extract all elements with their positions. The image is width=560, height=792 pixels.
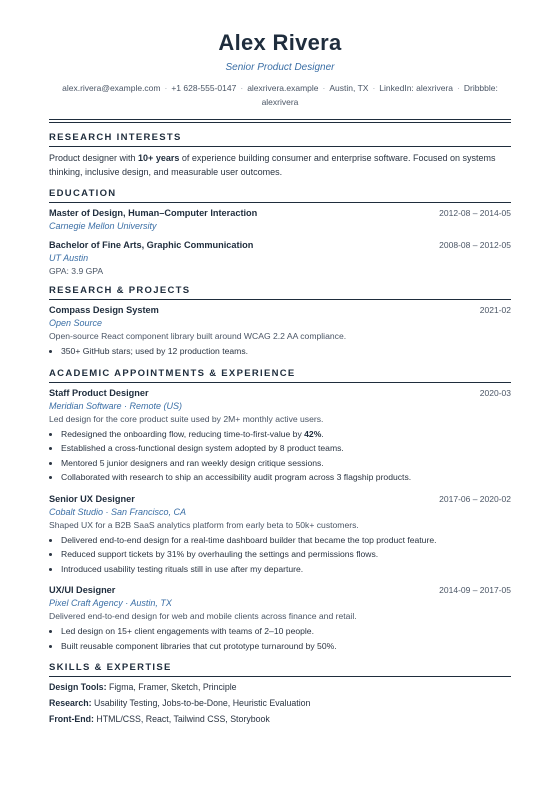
entry-header [49, 208, 511, 218]
degree-title: Master of Design, Human–Computer Interaction [49, 208, 258, 218]
summary-text-end: of experience building consumer and enterprise software. Focused on systems thinking, inclusive design, and measurable user outcomes. [49, 153, 496, 177]
job-title: Staff Product Designer [49, 387, 149, 398]
contact-phone[interactable]: +1 628-555-0147 [171, 83, 237, 93]
skill-label: Design Tools: [49, 682, 107, 692]
education-entry [49, 208, 511, 231]
bullet-item: • Delivered end-to-end design for a real-time dashboard builder that became the top product feature. [61, 533, 511, 548]
entry-header [49, 388, 511, 398]
job-title: Senior UX Designer [49, 493, 135, 504]
contact-separator: · [322, 83, 326, 93]
skill-label: Research: [49, 698, 92, 708]
skill-value: Usability Testing, Jobs-to-be-Done, Heuristic Evaluation [94, 698, 311, 708]
section-skills [49, 662, 511, 727]
company: Pixel Craft Agency · Austin, TX [49, 598, 172, 608]
contact-separator: · [457, 83, 460, 93]
degree-title: Bachelor of Fine Arts, Graphic Communication [49, 240, 254, 250]
skill-value: Figma, Framer, Sketch, Principle [108, 682, 237, 692]
section-title: EDUCATION [49, 188, 511, 203]
contact-separator: · [372, 83, 376, 93]
skills-list [49, 679, 511, 727]
bullet-text: . [321, 428, 324, 439]
entry-date: 2014-09 – 2017-05 [439, 585, 511, 595]
bullet-item: • Built reusable component libraries that cut prototype turnaround by 50%. [61, 639, 511, 654]
bullet-list [49, 624, 511, 653]
candidate-name: Alex Rivera [218, 30, 342, 55]
candidate-role: Senior Product Designer [225, 62, 335, 73]
section-research-interests [49, 132, 511, 179]
entry-date: 2008-08 – 2012-05 [439, 240, 511, 250]
skill-value: HTML/CSS, React, Tailwind CSS, Storybook [96, 714, 270, 724]
contact-linkedin[interactable]: LinkedIn: alexrivera [379, 83, 453, 93]
company: Meridian Software · Remote (US) [49, 400, 183, 411]
bullet-list [49, 344, 511, 359]
bullet-item: • Introduced usability testing rituals still in use after my departure. [61, 562, 511, 577]
education-entry [49, 240, 511, 276]
contact-dribbble[interactable]: Dribbble: alexrivera [261, 83, 498, 107]
institution: Carnegie Mellon University [49, 221, 157, 231]
bullet-item: • Collaborated with research to ship an accessibility audit program across 3 flagship products. [61, 470, 511, 485]
contact-email[interactable]: alex.rivera@example.com [62, 83, 161, 93]
project-description: Open-source React component library built around WCAG 2.2 AA compliance. [49, 331, 347, 341]
bullet-item: • Mentored 5 junior designers and ran weekly design critique sessions. [61, 456, 511, 471]
job-entry [49, 585, 511, 653]
contact-location: Austin, TX [329, 83, 369, 93]
section-education [49, 188, 511, 276]
section-title: RESEARCH INTERESTS [49, 132, 511, 147]
skill-row [49, 711, 511, 727]
header-divider [49, 119, 511, 123]
bullet-highlight: 42% [304, 428, 322, 439]
section-title: SKILLS & EXPERTISE [49, 662, 511, 677]
job-description: Led design for the core product suite used by 2M+ monthly active users. [49, 413, 324, 424]
section-title: RESEARCH & PROJECTS [49, 285, 511, 300]
section-research-projects [49, 285, 511, 359]
bullet-item: • Led design on 15+ client engagements with teams of 2–10 people. [61, 624, 511, 639]
job-description: Shaped UX for a B2B SaaS analytics platform from early beta to 50k+ customers. [49, 519, 359, 530]
bullet-text: Redesigned the onboarding flow, reducing time-to-first-value by [61, 428, 305, 439]
entry-date: 2012-08 – 2014-05 [439, 208, 511, 218]
institution: UT Austin [49, 253, 89, 263]
job-description: Delivered end-to-end design for web and mobile clients across finance and retail. [49, 611, 357, 621]
summary-text [49, 151, 511, 179]
company: Cobalt Studio · San Francisco, CA [49, 506, 187, 517]
project-title: Compass Design System [49, 305, 159, 315]
skill-row [49, 695, 511, 711]
entry-header [49, 585, 511, 595]
job-entry [49, 494, 511, 577]
summary-highlight: 10+ years [138, 153, 180, 163]
bullet-item: • Reduced support tickets by 31% by overhauling the settings and permissions flows. [61, 547, 511, 562]
job-entry [49, 388, 511, 485]
contact-separator: · [164, 83, 168, 93]
gpa: GPA: 3.9 GPA [49, 266, 104, 276]
summary-text-start: Product designer with [49, 153, 139, 163]
project-org: Open Source [49, 318, 103, 328]
bullet-item: • Established a cross-functional design system adopted by 8 product teams. [61, 441, 511, 456]
skill-label: Front-End: [49, 714, 94, 724]
entry-date: 2020-03 [479, 387, 511, 398]
bullet-item: • 350+ GitHub stars; used by 12 production teams. [61, 344, 511, 359]
entry-header [49, 494, 511, 504]
entry-date: 2021-02 [479, 305, 511, 315]
entry-header [49, 240, 511, 250]
bullet-list [49, 533, 511, 577]
skill-row [49, 679, 511, 695]
contact-website[interactable]: alexrivera.example [247, 83, 319, 93]
section-experience [49, 368, 511, 654]
project-entry [49, 305, 511, 359]
section-title: ACADEMIC APPOINTMENTS & EXPERIENCE [49, 368, 511, 383]
entry-date: 2017-06 – 2020-02 [439, 493, 511, 504]
bullet-item [61, 427, 511, 442]
job-title: UX/UI Designer [49, 585, 116, 595]
bullet-list [49, 427, 511, 485]
contact-separator: · [240, 83, 244, 93]
contact-line [49, 82, 511, 109]
entry-header [49, 305, 511, 315]
